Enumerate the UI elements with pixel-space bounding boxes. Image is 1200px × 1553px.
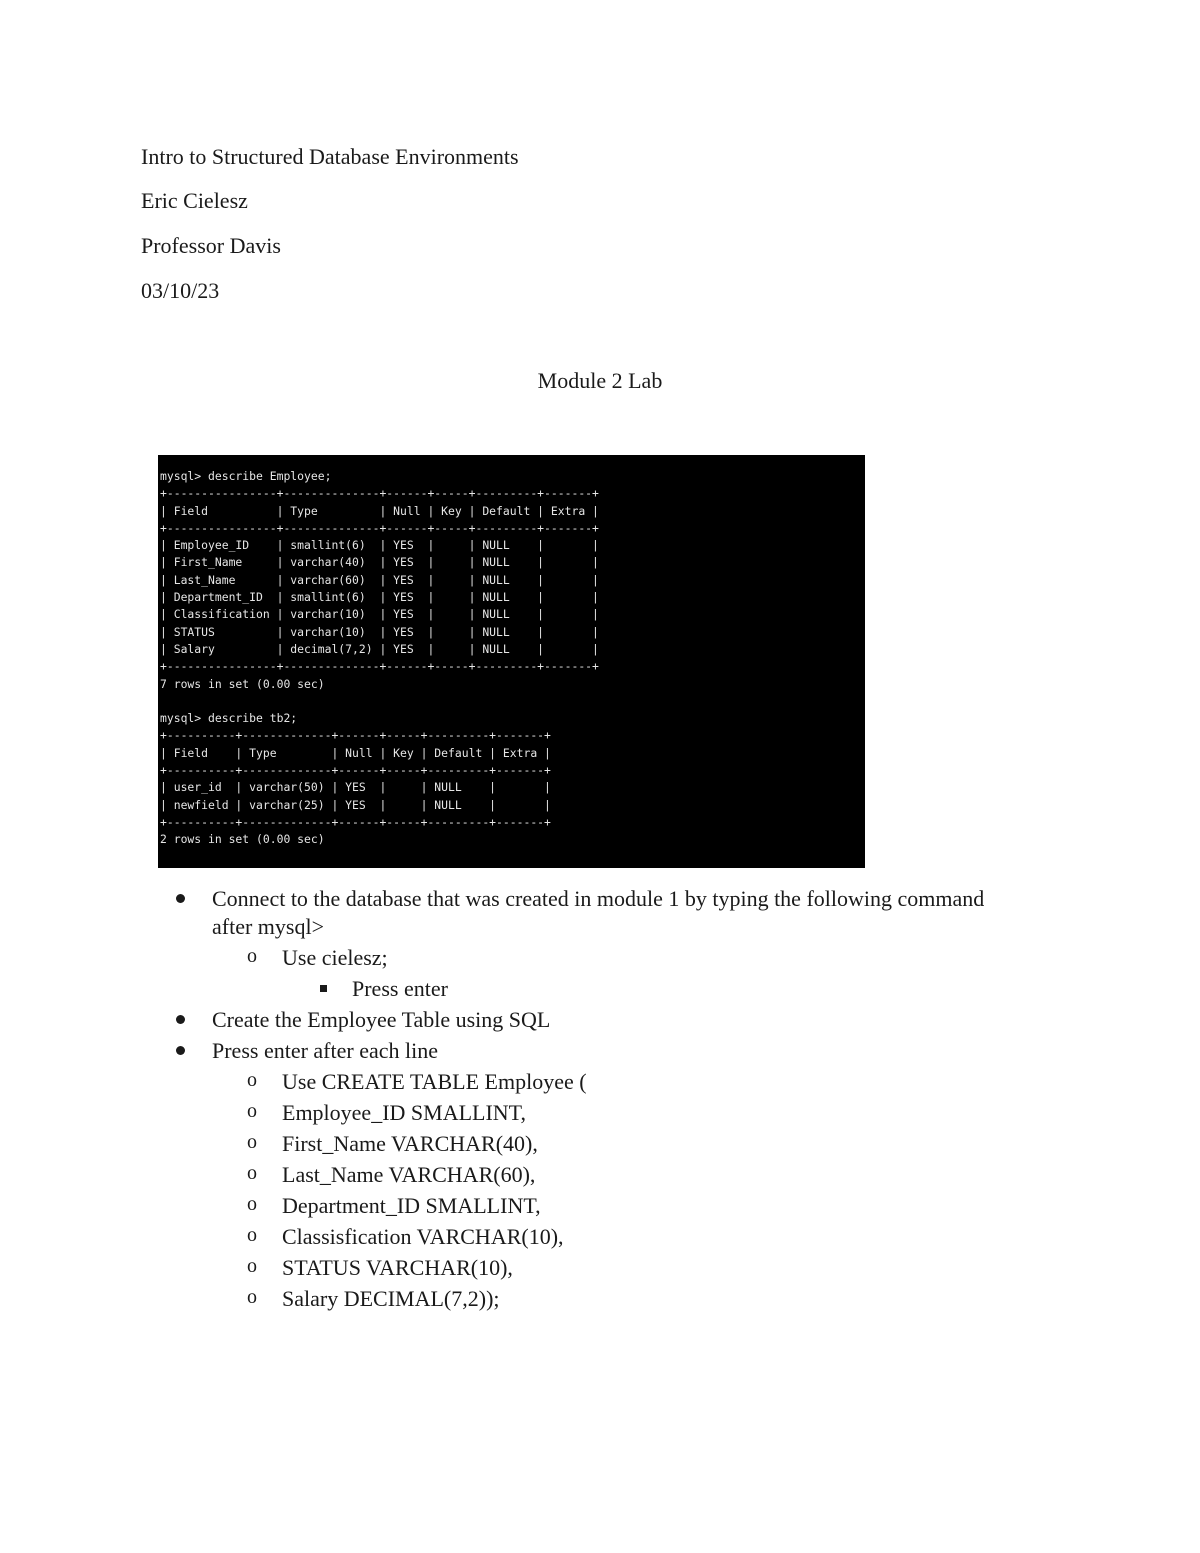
list-item-text: Create the Employee Table using SQL: [212, 1007, 551, 1032]
bullet-disc-icon: [176, 1046, 185, 1055]
list-item-text: Employee_ID SMALLINT,: [282, 1100, 526, 1125]
bullet-circle-icon: o: [247, 1131, 257, 1153]
list-item-text: STATUS VARCHAR(10),: [282, 1255, 513, 1280]
list-item-text: Use cielesz;: [282, 945, 388, 970]
bullet-circle-icon: o: [247, 1286, 257, 1308]
bullet-square-icon: [320, 985, 327, 992]
list-item-text: Use CREATE TABLE Employee (: [282, 1069, 587, 1094]
bullet-circle-icon: o: [247, 1162, 257, 1184]
terminal-output: mysql> describe Employee; +----------------+--------------+------+-----+---------+-------+ | Field | Type | Null | Key | Default | Extra | +----------------+--------------+------+-----+---------+-------+ | Employee_ID | smallint(6) | YES | | NULL | | | First_Name | varchar(40) | YES | | NULL | | | Last_Name | varchar(60) | YES | | NULL | | | Department_ID | smallint(6) | YES | | NULL | | | Classification | varchar(10) | YES | | NULL | | | STATUS | varchar(10) | YES | | NULL | | | Salary | decimal(7,2) | YES | | NULL | | +----------------+--------------+------+-----+---------+-------+ 7 rows in set (0.00 sec) mysql> describe tb2; +----------+-------------+------+-----+---------+-------+ | Field | Type | Null | Key | Default | Extra | +----------+-------------+------+-----+---------+-------+ | user_id | varchar(50) | YES | | NULL | | | newfield | varchar(25) | YES | | NULL | | +----------+-------------+------+-----+---------+-------+ 2 rows in set (0.00 sec): [160, 469, 599, 847]
bullet-circle-icon: o: [247, 1069, 257, 1091]
list-item-text: Press enter after each line: [212, 1038, 438, 1063]
list-item-text: Last_Name VARCHAR(60),: [282, 1162, 536, 1187]
bullet-circle-icon: o: [247, 1100, 257, 1122]
document-title: Module 2 Lab: [537, 368, 663, 393]
professor-name: Professor Davis: [141, 233, 281, 258]
list-item-text: Connect to the database that was created in module 1 by typing the following command: [212, 886, 985, 911]
list-item-text: Department_ID SMALLINT,: [282, 1193, 541, 1218]
bullet-circle-icon: o: [247, 1255, 257, 1277]
author-name: Eric Cielesz: [141, 188, 248, 213]
list-item-text: Salary DECIMAL(7,2));: [282, 1286, 500, 1311]
list-item-text: Press enter: [352, 976, 448, 1001]
terminal-screenshot: [158, 455, 865, 868]
document-date: 03/10/23: [141, 278, 220, 303]
bullet-disc-icon: [176, 1015, 185, 1024]
bullet-circle-icon: o: [247, 1224, 257, 1246]
bullet-circle-icon: o: [247, 945, 257, 967]
course-title: Intro to Structured Database Environments: [141, 144, 519, 169]
list-item-text: after mysql>: [212, 914, 324, 939]
bullet-disc-icon: [176, 894, 185, 903]
bullet-circle-icon: o: [247, 1193, 257, 1215]
list-item-text: Classisfication VARCHAR(10),: [282, 1224, 564, 1249]
list-item-text: First_Name VARCHAR(40),: [282, 1131, 538, 1156]
